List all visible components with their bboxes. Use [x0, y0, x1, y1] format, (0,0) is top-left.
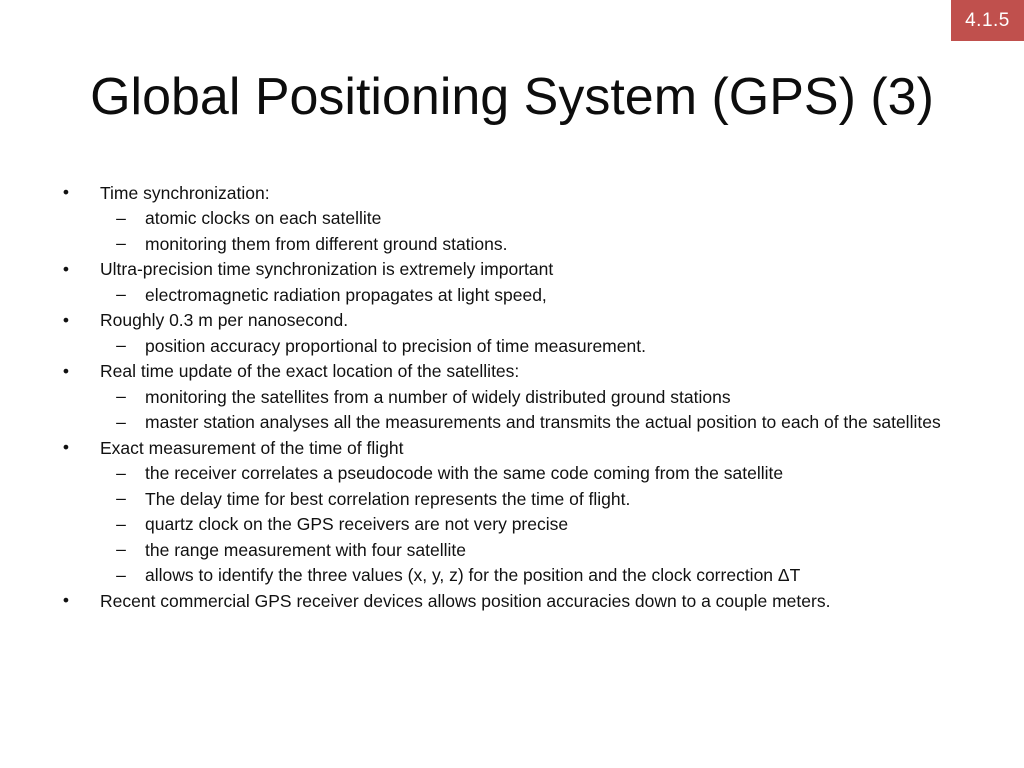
sub-bullet-text: The delay time for best correlation represents the time of flight. — [145, 488, 631, 509]
bullet-text: Ultra-precision time synchronization is extremely important — [100, 259, 554, 280]
bullet-item — [58, 588, 978, 614]
sub-bullet-item — [58, 537, 978, 563]
sub-bullet-text: atomic clocks on each satellite — [145, 208, 382, 229]
sub-bullet-text: the receiver correlates a pseudocode with the same code coming from the satellite — [145, 463, 784, 484]
dash-marker: – — [116, 386, 126, 406]
bullet-text: Recent commercial GPS receiver devices allows position accuracies down to a couple meters. — [100, 590, 831, 611]
sub-bullet-text: the range measurement with four satellite — [145, 539, 466, 560]
sub-bullet-text: monitoring them from different ground stations. — [145, 233, 508, 254]
sub-bullet-text: master station analyses all the measurements and transmits the actual position to each of the satellites — [145, 412, 941, 433]
sub-bullet-text: electromagnetic radiation propagates at light speed, — [145, 284, 547, 305]
sub-bullet-text: position accuracy proportional to precision of time measurement. — [145, 335, 646, 356]
section-number-badge: 4.1.5 — [951, 0, 1024, 41]
bullet-marker: • — [62, 258, 70, 279]
dash-marker: – — [116, 207, 126, 228]
bullet-text: Exact measurement of the time of flight — [100, 437, 404, 458]
bullet-marker: • — [62, 360, 70, 381]
sub-bullet-item — [58, 384, 978, 410]
sub-bullet-item — [58, 461, 978, 487]
bullet-text: Time synchronization: — [100, 182, 270, 203]
bullet-marker: • — [62, 590, 70, 610]
bullet-item — [58, 435, 978, 461]
dash-marker: – — [116, 335, 126, 355]
bullet-item — [58, 257, 978, 283]
dash-marker: – — [116, 284, 126, 304]
bullet-item — [58, 180, 978, 206]
dash-marker: – — [116, 513, 126, 534]
dash-marker: – — [116, 564, 126, 585]
bullet-list — [58, 180, 978, 614]
sub-bullet-item — [58, 512, 978, 538]
sub-bullet-item — [58, 486, 978, 512]
slide-title: Global Positioning System (GPS) (3) — [90, 68, 934, 126]
bullet-text: Real time update of the exact location of the satellites: — [100, 361, 520, 382]
sub-bullet-item — [58, 410, 978, 436]
sub-bullet-text: allows to identify the three values (x, y, z) for the position and the clock correction ΔT — [145, 565, 801, 586]
bullet-marker: • — [62, 309, 70, 330]
sub-bullet-item — [58, 563, 978, 589]
dash-marker: – — [116, 539, 126, 559]
sub-bullet-item — [58, 206, 978, 232]
bullet-text: Roughly 0.3 m per nanosecond. — [100, 310, 349, 331]
sub-bullet-text: monitoring the satellites from a number of widely distributed ground stations — [145, 386, 731, 407]
bullet-marker: • — [62, 182, 70, 202]
dash-marker: – — [116, 411, 126, 432]
sub-bullet-item — [58, 333, 978, 359]
sub-bullet-text: quartz clock on the GPS receivers are not very precise — [145, 514, 569, 535]
dash-marker: – — [116, 488, 126, 508]
bullet-item — [58, 308, 978, 334]
dash-marker: – — [116, 233, 126, 253]
dash-marker: – — [116, 462, 126, 483]
sub-bullet-item — [58, 231, 978, 257]
sub-bullet-item — [58, 282, 978, 308]
bullet-item — [58, 359, 978, 385]
bullet-marker: • — [62, 437, 70, 457]
